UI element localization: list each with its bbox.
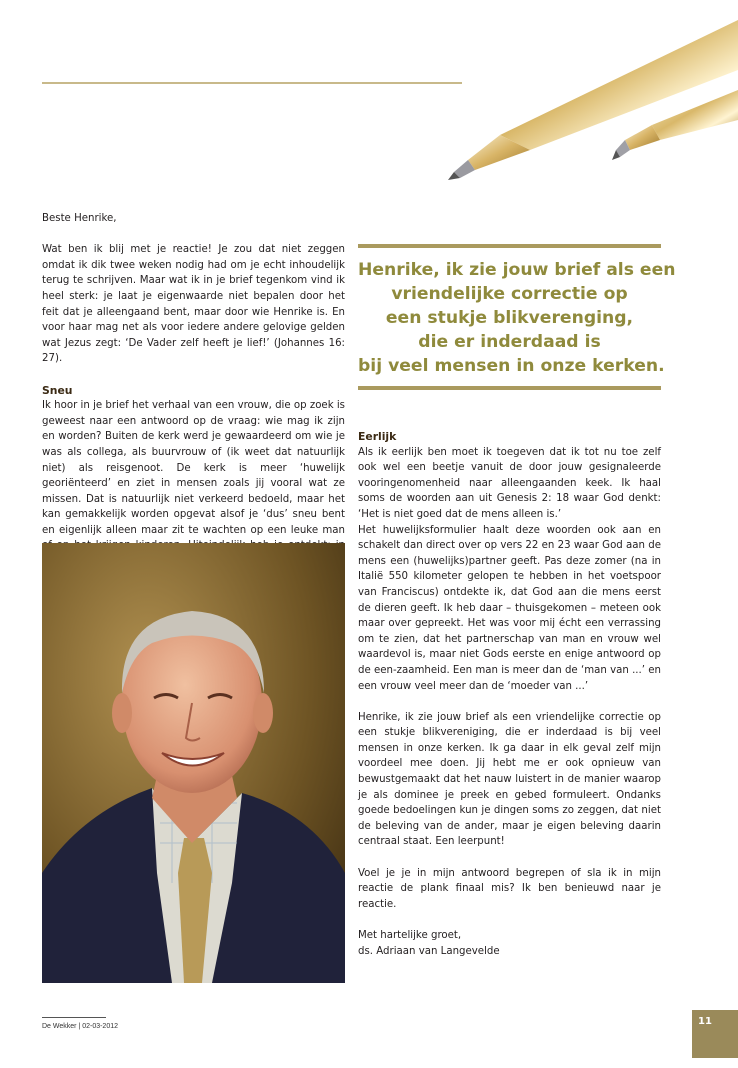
signature: ds. Adriaan van Langevelde [358, 945, 500, 957]
header-rule [42, 82, 462, 84]
closing: Met hartelijke groet, [358, 930, 462, 941]
author-portrait [42, 543, 345, 983]
pens-illustration [430, 0, 738, 190]
section-heading-eerlijk: Eerlijk [358, 430, 397, 443]
pull-quote-line: bij veel mensen in onze kerken. [358, 356, 665, 376]
eerlijk-paragraph-1: Als ik eerlijk ben moet ik toegeven dat ik tot nu toe zelf ook wel een beetje vanuit de door jouw gesignaleerde vooringenomenheid naar alleengaanden keek. Ik haal soms de woorden aan uit Genesis 2: 18 waar God denkt: ‘Het is niet goed dat de mens alleen is.’ [358, 446, 661, 520]
left-column [42, 211, 345, 585]
page-number-box [692, 1010, 738, 1058]
pull-quote-line: Henrike, ik zie jouw brief als een [358, 260, 676, 280]
pull-quote-bottom-rule [358, 386, 661, 390]
intro-paragraph: Wat ben ik blij met je reactie! Je zou dat niet zeggen omdat ik dik twee weken nodig had om je echt inhoudelijk terug te schrijven. Maar wat ik in je brief tegenkom vind ik heel sterk: je laat je eigenwaarde niet bepalen door het feit dat je alleengaand bent, maar door wie Henrike is. En voor haar mag net als voor iedere andere gelovige gelden wat Jezus zegt: ‘De Vader zelf heeft je lief!’ (Johannes 16: 27). [42, 244, 345, 365]
pull-quote-line: vriendelijke correctie op [391, 284, 628, 304]
sneu-paragraph: Ik hoor in je brief het verhaal van een vrouw, die op zoek is geweest naar een antwoord op de vraag: wie mag ik zijn en worden? Buiten de kerk werd je gewaardeerd om wie je was als collega, als buurvrouw of (ik weet dat natuurlijk niet) als reisgenoot. De kerk is meer ‘huwelijk georiënteerd’ en ziet in mensen zoals jij vooral wat ze missen. Dat is natuurlijk niet verkeerd bedoeld, maar het kan gemakkelijk worden opgevat alsof je ‘dus’ sneu bent en eigenlijk alleen maar zit te wachten op een leuke man [42, 400, 345, 536]
page-number: 11 [698, 1016, 712, 1027]
pull-quote-line: die er inderdaad is [418, 332, 601, 352]
salutation: Beste Henrike, [42, 213, 117, 224]
footer-rule [42, 1017, 106, 1018]
right-column [358, 429, 661, 959]
pull-quote [358, 244, 676, 390]
eerlijk-paragraph-2: Het huwelijksformulier haalt deze woorden ook aan en schakelt dan direct over op vers 22 en 23 waar God aan de mens een (huwelijks)partner geeft. Pas deze zomer (na in Italië 550 kilometer gelopen te hebben in het voetspoor van Franciscus) ontdekte ik, dat God aan die mens eerst de dieren geeft. Ik heb daar – thuisgekomen – meteen ook maar over gepreekt. Het was voor mij écht een verrassing om te zien, dat het partnerschap van man en vrouw wel waardevol is, maar niet Gods eerste en enige antwoord op de een-zaamheid. Een man is meer dan de ‘man van ...’ en een vrouw veel meer dan de ‘moeder van ...’ [358, 524, 661, 692]
section-heading-sneu: Sneu [42, 383, 73, 397]
pull-quote-line: een stukje blikverenging, [385, 308, 634, 328]
eerlijk-paragraph-3: Henrike, ik zie jouw brief als een vriendelijke correctie op een stukje blikvereniging, die er inderdaad is bij veel mensen in onze kerken. Ik ga daar in elk geval zelf mijn voordeel mee doen. Jij hebt me er ook opnieuw van bewustgemaakt dat het nauw luistert in de manier waarop je als dominee je preek en gebed formuleert. Ondanks goede bedoelingen kun je dingen soms zo zeggen, dat niet de beleving van de ander, maar je eigen beleving daarin centraal staat. Een leerpunt! [358, 711, 661, 848]
publication-info: De Wekker | 02-03-2012 [42, 1023, 119, 1030]
eerlijk-paragraph-4: Voel je je in mijn antwoord begrepen of sla ik in mijn reactie de plank finaal mis? Ik ben benieuwd naar je reactie. [358, 867, 661, 910]
